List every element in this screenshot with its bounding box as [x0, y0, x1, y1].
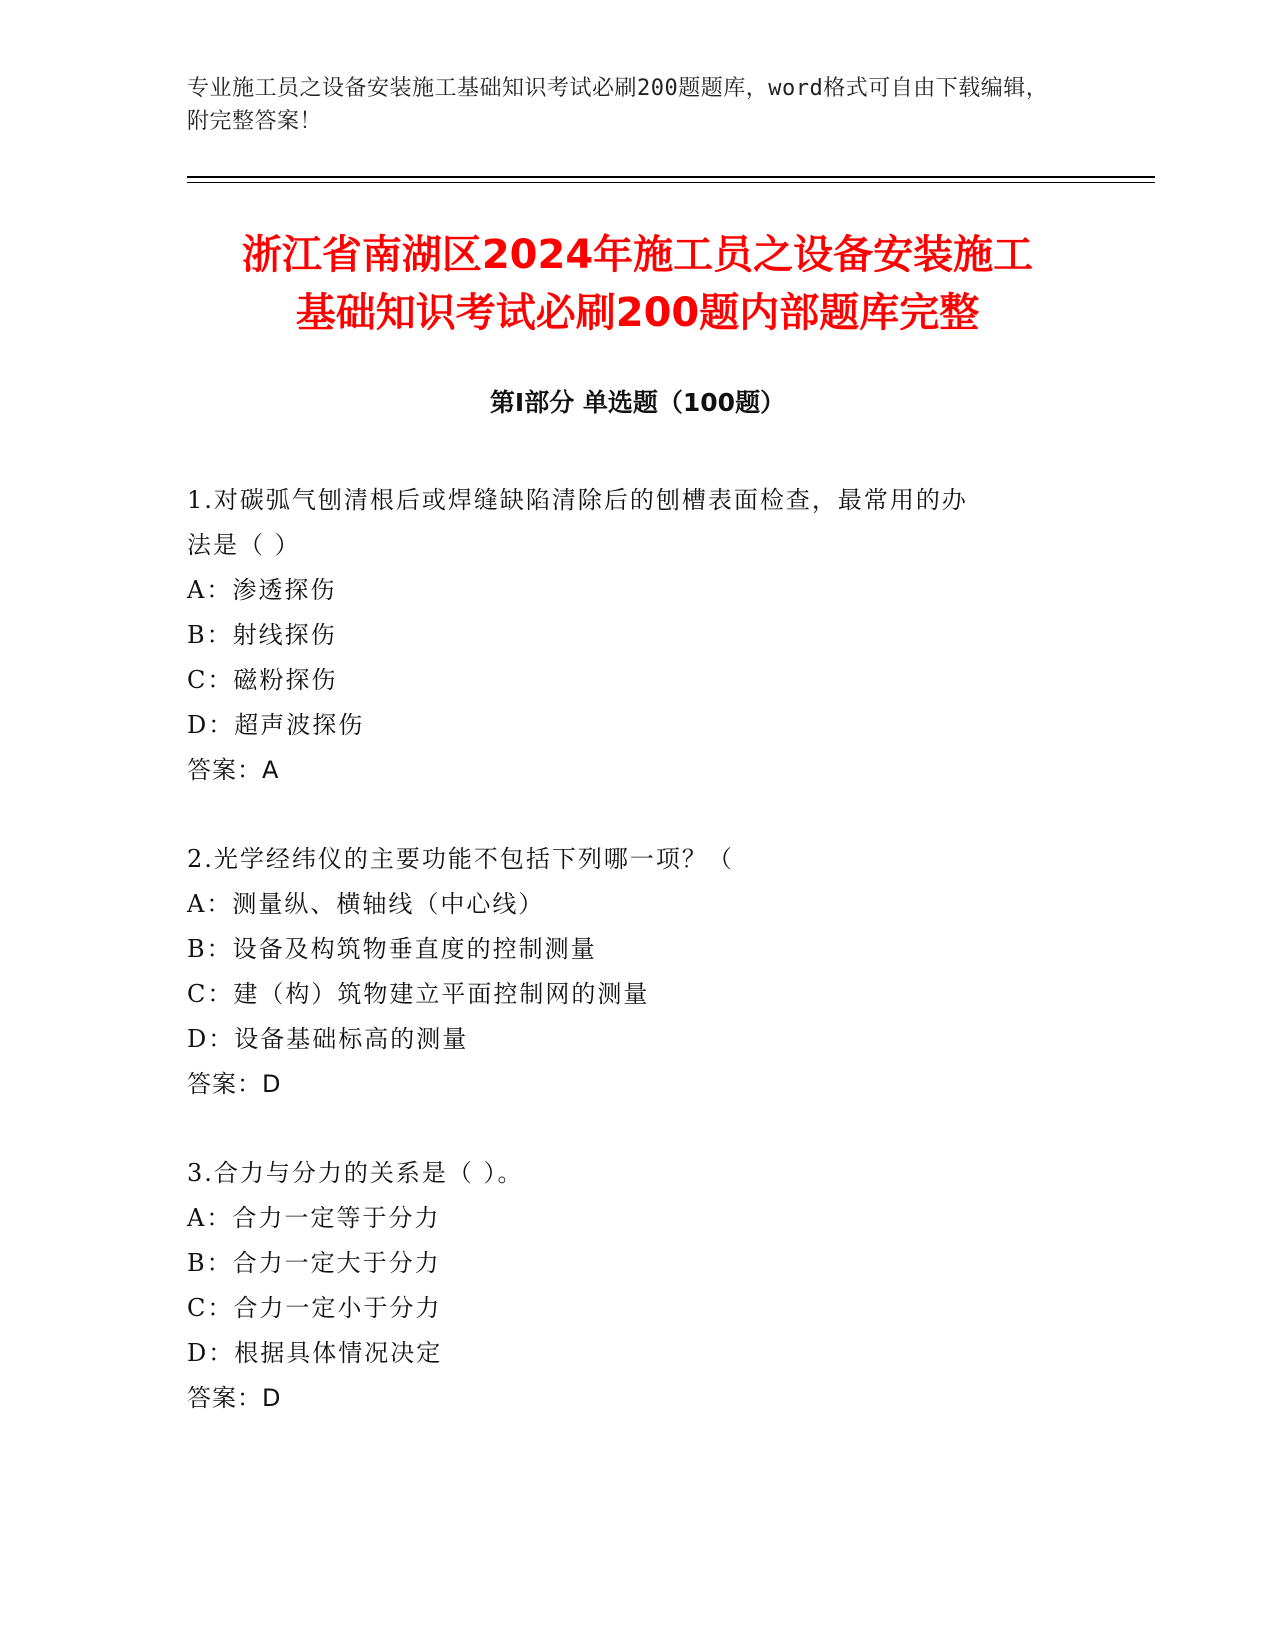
question-1 — [187, 478, 1067, 793]
option-c: C：合力一定小于分力 — [187, 1294, 442, 1322]
header-divider-thin — [187, 182, 1155, 183]
option-c: C：磁粉探伤 — [187, 666, 338, 694]
question-stem: 2.光学经纬仪的主要功能不包括下列哪一项？（ — [187, 845, 734, 873]
header-divider-thick — [187, 176, 1155, 178]
question-list — [187, 478, 1067, 1465]
question-2 — [187, 837, 1067, 1107]
option-a: A：合力一定等于分力 — [187, 1204, 441, 1232]
answer: 答案：D — [187, 1384, 282, 1412]
option-a: A：渗透探伤 — [187, 576, 337, 604]
option-b: B：设备及构筑物垂直度的控制测量 — [187, 935, 597, 963]
answer: 答案：A — [187, 756, 280, 784]
section-heading: 第Ⅰ部分 单选题（100题） — [489, 388, 786, 417]
option-d: D：根据具体情况决定 — [187, 1339, 443, 1367]
document-title-line-1: 浙江省南湖区2024年施工员之设备安装施工 — [241, 232, 1034, 278]
document-title — [150, 226, 1125, 342]
question-stem: 1.对碳弧气刨清根后或焊缝缺陷清除后的刨槽表面检查，最常用的办 — [187, 486, 968, 514]
header-note: 专业施工员之设备安装施工基础知识考试必刷200题题库，word格式可自由下载编辑，附完整答案！ — [187, 76, 1049, 134]
answer: 答案：D — [187, 1070, 282, 1098]
option-c: C：建（构）筑物建立平面控制网的测量 — [187, 980, 650, 1008]
document-title-line-2: 基础知识考试必刷200题内部题库完整 — [295, 290, 980, 336]
question-stem-continued: 法是（ ） — [187, 531, 301, 559]
option-d: D：设备基础标高的测量 — [187, 1025, 469, 1053]
question-3 — [187, 1151, 1067, 1421]
question-stem: 3.合力与分力的关系是（ ）。 — [187, 1159, 524, 1187]
option-d: D：超声波探伤 — [187, 711, 365, 739]
option-a: A：测量纵、横轴线（中心线） — [187, 890, 545, 918]
option-b: B：合力一定大于分力 — [187, 1249, 441, 1277]
option-b: B：射线探伤 — [187, 621, 337, 649]
